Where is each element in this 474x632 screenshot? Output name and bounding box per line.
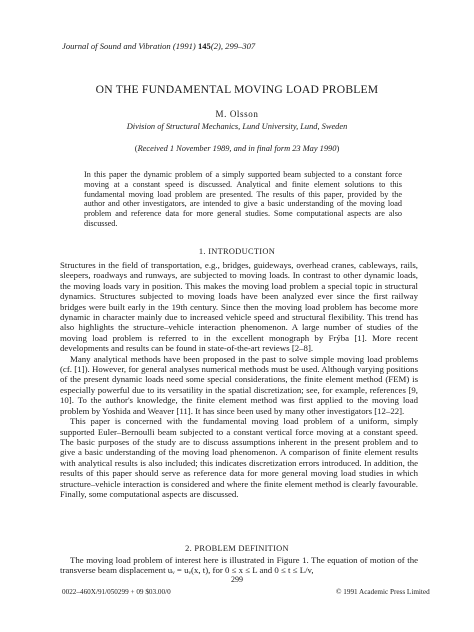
author-affiliation: Division of Structural Mechanics, Lund University, Lund, Sweden bbox=[126, 122, 348, 131]
journal-issue-pages: (2), 299–307 bbox=[210, 41, 256, 51]
journal-year: (1991) bbox=[172, 41, 196, 51]
section-body-introduction bbox=[60, 260, 418, 499]
author-name: M. Olsson bbox=[215, 109, 259, 119]
received-open-paren: ( bbox=[134, 144, 138, 153]
page-number: 299 bbox=[231, 575, 243, 584]
paragraph: Structures in the field of transportation, e.g., bridges, guideways, overhead cranes, cableways, rails, sleepers, roadways and runways, are subjected to moving loads. In contrast to other dynamic loads, the moving loads vary in position. This makes the moving load problem a special topic in structural dynamics. Structures subjected to moving loads have been analyzed ever since the first railway bridges were built early in the 19th century. Since then the moving load problem has become more dynamic in character mainly due to increased vehicle speed and structural flexibility. This trend has also highlights the structure–vehicle interaction phenomenon. A large number of studies of the moving load problem is referred to in the excellent monograph by Frýba [1]. More recent developments and results can be found in state-of-the-art reviews [2–8]. bbox=[60, 260, 418, 354]
section-body-problem-definition bbox=[60, 555, 418, 576]
received-text: Received 1 November 1989, and in final form 23 May 1990 bbox=[137, 144, 337, 153]
received-dates bbox=[0, 144, 474, 153]
journal-citation bbox=[62, 41, 255, 51]
section-heading-introduction: 1. INTRODUCTION bbox=[198, 247, 276, 256]
received-close-paren: ) bbox=[336, 144, 340, 153]
journal-name: Journal of Sound and Vibration bbox=[62, 41, 171, 51]
section-heading-problem-definition: 2. PROBLEM DEFINITION bbox=[185, 544, 289, 553]
paragraph: Many analytical methods have been proposed in the past to solve simple moving load problems (cf. [1]). However, for general analyses numerical methods must be used. Although varying positions of the present dynamic loads need some special considerations, the finite element method (FEM) is especially powerful due to its versatility in the spatial discretization; see, for example, references [9, 10]. To the author's knowledge, the finite element method was first applied to the moving load problem by Yoshida and Weaver [11]. It has since been used by many other investigators [12–22]. bbox=[60, 353, 418, 416]
paragraph: The moving load problem of interest here is illustrated in Figure 1. The equation of motion of the transverse beam displacement uᵥ = uᵥ(x, t), for 0 ≤ x ≤ L and 0 ≤ t ≤ L/v, bbox=[60, 555, 418, 576]
paragraph: This paper is concerned with the fundamental moving load problem of a uniform, simply supported Euler–Bernoulli beam subjected to a constant vertical force moving at a constant speed. The basic purposes of the study are to discuss assumptions inherent in the present problem and to give a basic understanding of the moving load phenomenon. A comparison of finite element results with analytical results is also included; this indicates discretization errors introduced. In addition, the results of this paper should serve as reference data for more general moving load studies in which structure–vehicle interaction is considered and where the finite element method is clearly favourable. Finally, some computational aspects are discussed. bbox=[60, 416, 418, 499]
footer-code: 0022–460X/91/050299 + 09 $03.00/0 bbox=[62, 588, 171, 596]
paper-title: ON THE FUNDAMENTAL MOVING LOAD PROBLEM bbox=[95, 83, 379, 96]
footer-copyright: © 1991 Academic Press Limited bbox=[336, 588, 430, 596]
abstract: In this paper the dynamic problem of a simply supported beam subjected to a constant force moving at a constant speed is discussed. Analytical and finite element solutions to this fundamental moving load problem are presented. The results of this paper, provided by the author and other investigators, are intended to give a basic understanding of the moving load problem and reference data for more general studies. Some computational aspects are also discussed. bbox=[84, 170, 402, 228]
journal-volume: 145 bbox=[197, 41, 211, 51]
